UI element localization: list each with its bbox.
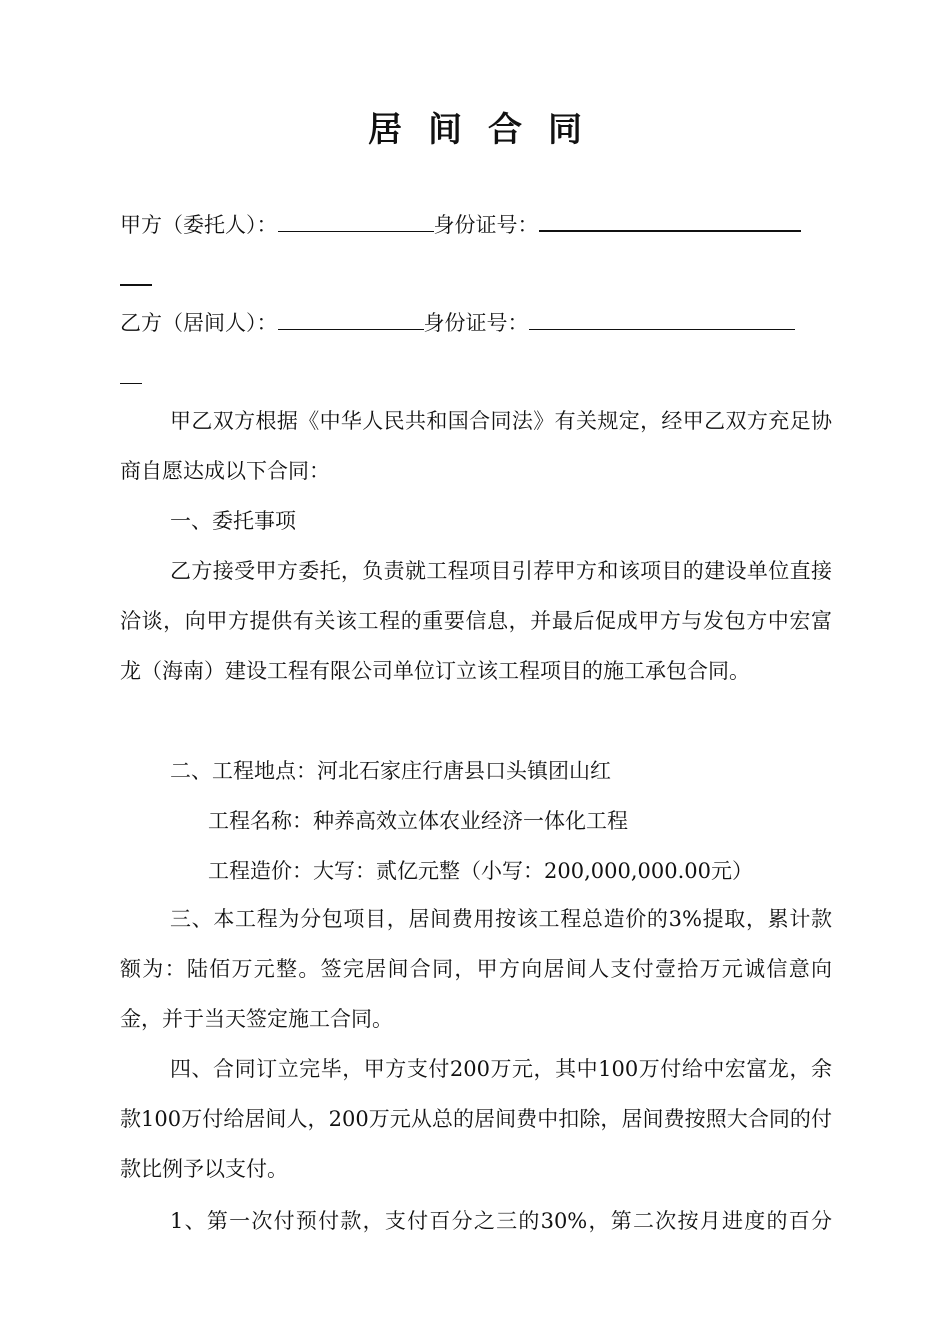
party-a-line [120,210,801,240]
party-b-id-blank-wrap [120,383,142,384]
preamble: 甲乙双方根据《中华人民共和国合同法》有关规定，经甲乙双方充足协商自愿达成以下合同： [120,409,832,483]
party-a-name-blank [278,211,434,232]
section3: 三、本工程为分包项目，居间费用按该工程总造价的3%提取，累计款额为：陆佰万元整。签完居间合同，甲方向居间人支付壹拾万元诚信意向金，并于当天签定施工合同。 [120,907,832,1031]
party-a-id-blank [539,210,801,232]
party-b-name-blank [278,309,424,330]
section2-project-cost: 工程造价：大写：贰亿元整（小写：200,000,000.00元） [208,859,753,883]
section2-project-name: 工程名称：种养高效立体农业经济一体化工程 [208,809,628,833]
section2-location: 二、工程地点：河北石家庄行唐县口头镇团山红 [170,759,611,783]
section1-body: 乙方接受甲方委托，负责就工程项目引荐甲方和该项目的建设单位直接洽谈，向甲方提供有关该工程的重要信息，并最后促成甲方与发包方中宏富龙（海南）建设工程有限公司单位订立该工程项目的施工承包合同。 [120,559,832,683]
party-b-line [120,308,795,338]
party-b-id-label: 身份证号： [423,311,529,335]
party-b-id-blank [529,309,795,330]
item-1: 1、第一次付预付款，支付百分之三的30%，第二次按月进度的百分 [170,1209,832,1233]
party-a-id-blank-wrap [120,284,152,286]
party-a-label: 甲方（委托人）： [120,213,278,237]
page-title: 居间合同 [368,110,608,150]
section4: 四、合同订立完毕，甲方支付200万元，其中100万付给中宏富龙，余款100万付给居间人，200万元从总的居间费中扣除，居间费按照大合同的付款比例予以支付。 [120,1057,832,1181]
section1-heading: 一、委托事项 [170,509,296,533]
party-b-label: 乙方（居间人）： [120,311,278,335]
party-a-id-label: 身份证号： [433,213,539,237]
